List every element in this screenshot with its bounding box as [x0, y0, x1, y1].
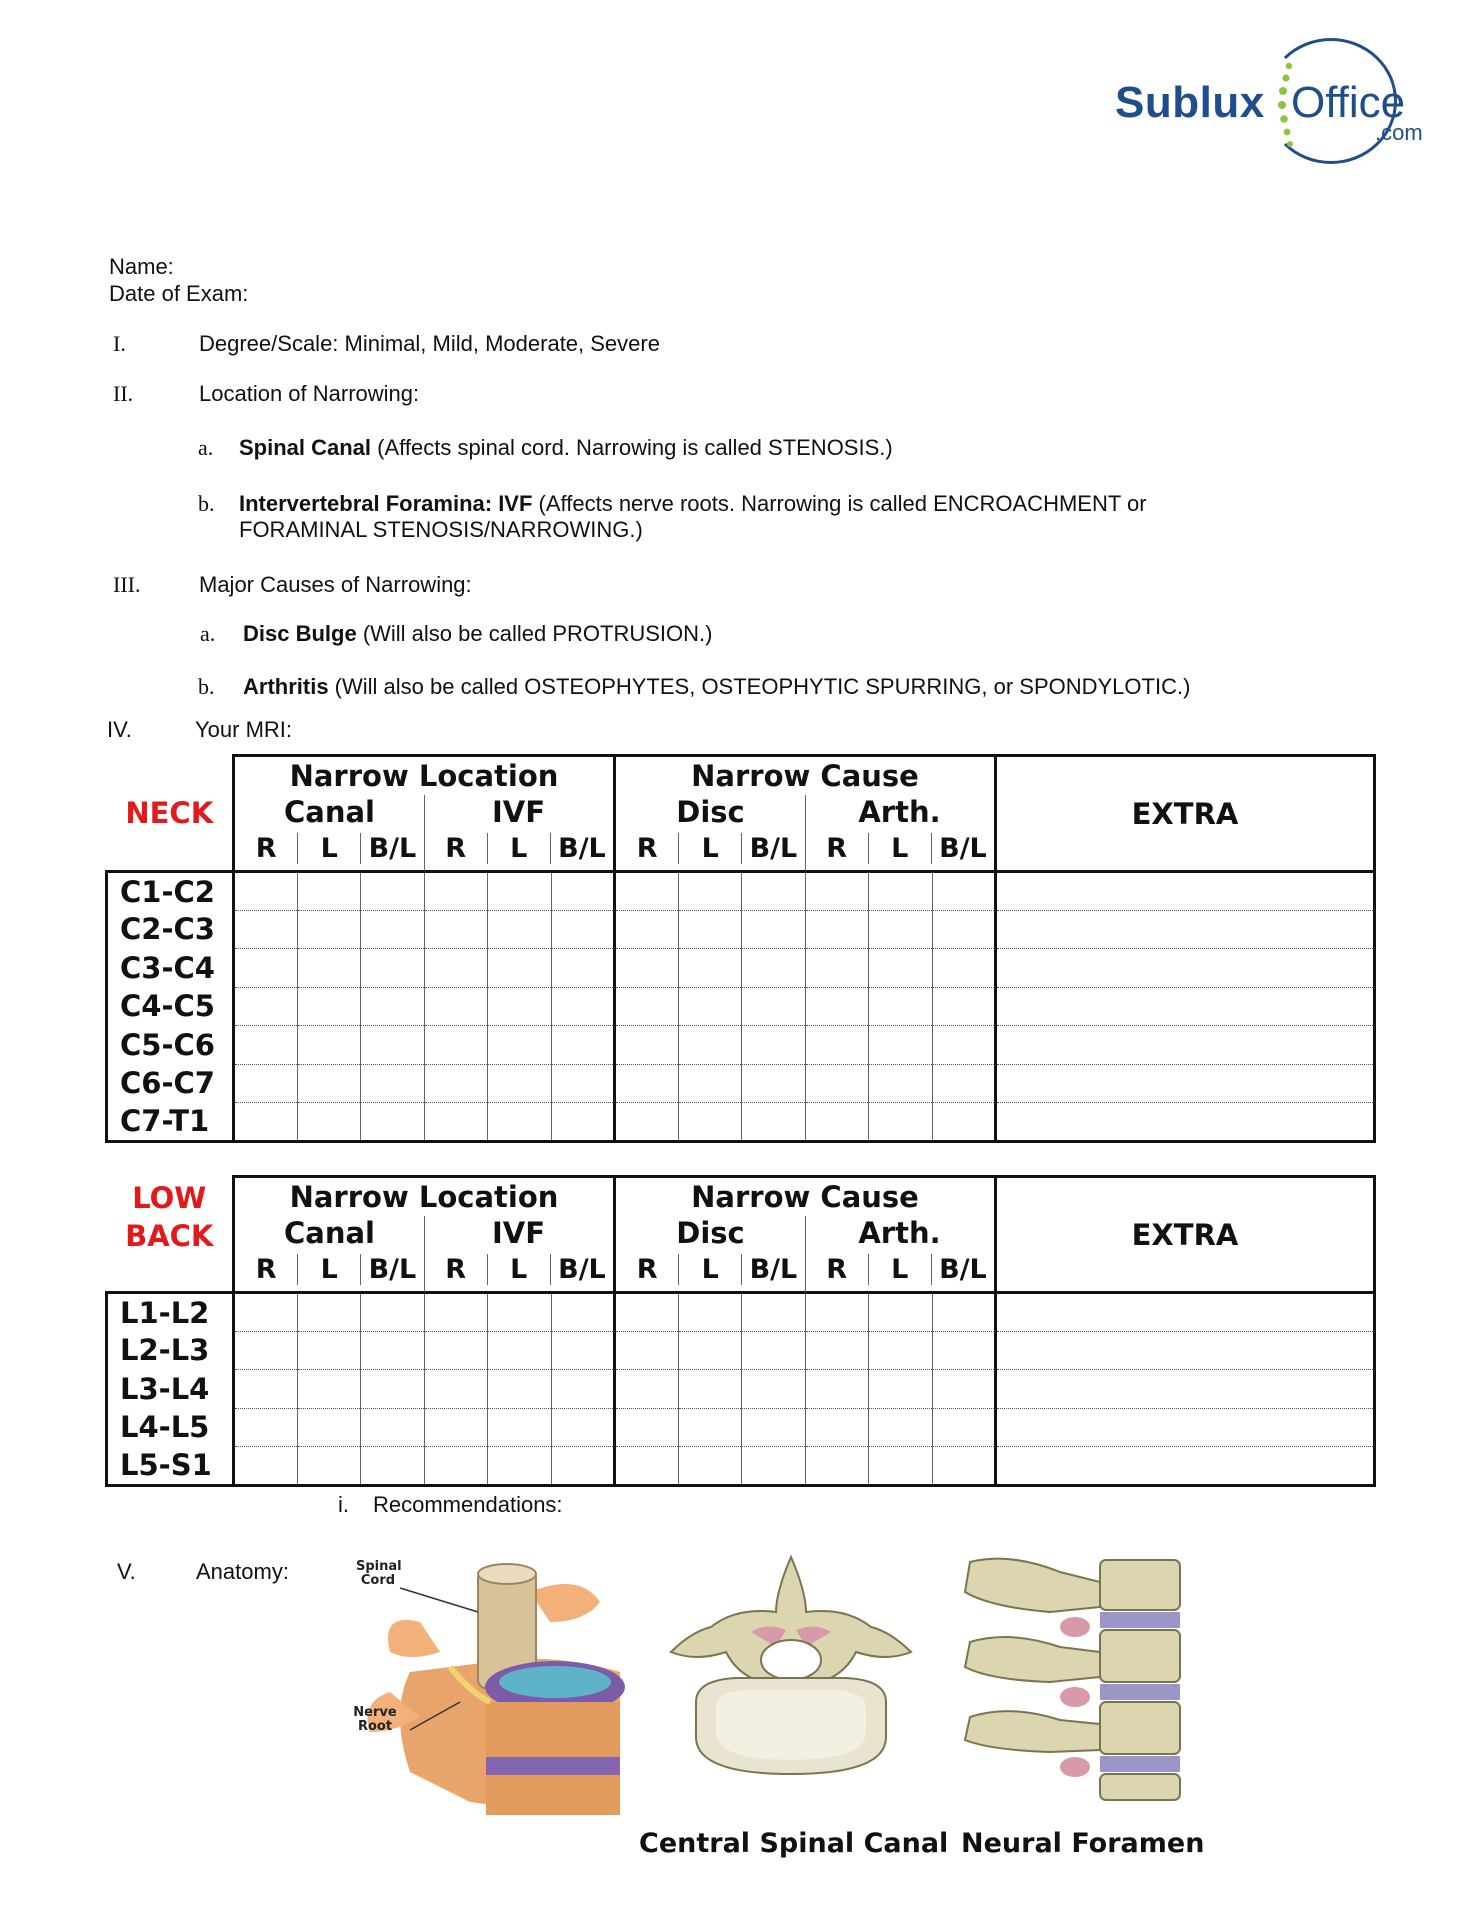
disc-bl: B/L	[742, 1254, 805, 1285]
arth-l: L	[869, 833, 932, 864]
entry-cell[interactable]	[297, 1293, 361, 1332]
spinal-cord-callout	[356, 1560, 400, 1588]
region-line-2: BACK	[125, 1218, 214, 1253]
entry-cell[interactable]	[805, 949, 869, 988]
section-2a-rest: (Affects spinal cord. Narrowing is called STENOSIS.)	[371, 435, 893, 460]
central-spinal-canal-illustration	[656, 1552, 926, 1777]
entry-cell[interactable]	[361, 1064, 425, 1103]
arth-bl: B/L	[939, 1254, 987, 1285]
section-3a-letter: a.	[200, 621, 216, 646]
section-1-text: Degree/Scale: Minimal, Mild, Moderate, Severe	[199, 331, 660, 356]
entry-cell[interactable]	[234, 1370, 298, 1409]
entry-cell[interactable]	[678, 949, 742, 988]
section-2a-bold: Spinal Canal	[239, 435, 372, 460]
entry-cell[interactable]	[297, 872, 361, 911]
entry-cell[interactable]	[551, 987, 615, 1026]
entry-cell[interactable]	[297, 1064, 361, 1103]
entry-cell[interactable]	[488, 1331, 552, 1370]
narrow-cause-title: Narrow Cause	[691, 759, 919, 793]
caption-central-spinal-canal: Central Spinal Canal	[639, 1828, 949, 1859]
extra-cell[interactable]	[996, 1447, 1375, 1486]
entry-cell[interactable]	[424, 1370, 488, 1409]
entry-cell[interactable]	[234, 910, 298, 949]
entry-cell[interactable]	[361, 872, 425, 911]
canal-l: L	[298, 833, 361, 864]
extra-cell[interactable]	[996, 1064, 1375, 1103]
entry-cell[interactable]	[615, 1408, 679, 1447]
entry-cell[interactable]	[678, 872, 742, 911]
entry-cell[interactable]	[805, 1103, 869, 1142]
extra-cell[interactable]	[996, 1103, 1375, 1142]
entry-cell[interactable]	[615, 1103, 679, 1142]
canal-bl: B/L	[361, 1254, 424, 1285]
ivf-header: IVF	[491, 1216, 546, 1250]
level-label: C4-C5	[107, 987, 234, 1026]
ivf-bl: B/L	[558, 833, 606, 864]
entry-cell[interactable]	[297, 1447, 361, 1486]
entry-cell[interactable]	[678, 1064, 742, 1103]
entry-cell[interactable]	[234, 949, 298, 988]
entry-cell[interactable]	[678, 1447, 742, 1486]
narrow-location-title: Narrow Location	[289, 1180, 559, 1214]
vertebra-top-view-image	[656, 1552, 926, 1777]
entry-cell[interactable]	[805, 1293, 869, 1332]
entry-cell[interactable]	[361, 1447, 425, 1486]
entry-cell[interactable]	[805, 1370, 869, 1409]
entry-cell[interactable]	[424, 949, 488, 988]
extra-cell[interactable]	[996, 1408, 1375, 1447]
entry-cell[interactable]	[361, 1293, 425, 1332]
entry-cell[interactable]	[615, 1447, 679, 1486]
entry-cell[interactable]	[488, 872, 552, 911]
recommendations-numeral: i.	[338, 1492, 349, 1517]
canal-r: R	[235, 833, 298, 864]
entry-cell[interactable]	[932, 949, 996, 988]
low-back-mri-table	[105, 1175, 1376, 1487]
vertebra-cord-image	[350, 1552, 630, 1824]
entry-cell[interactable]	[742, 1293, 806, 1332]
entry-cell[interactable]	[234, 1064, 298, 1103]
spinal-cord-label-2: Cord	[360, 1573, 396, 1588]
section-3b-text	[243, 673, 1190, 700]
entry-cell[interactable]	[297, 949, 361, 988]
canal-header: Canal	[283, 1216, 375, 1250]
entry-cell[interactable]	[297, 1408, 361, 1447]
entry-cell[interactable]	[932, 872, 996, 911]
entry-cell[interactable]	[932, 1331, 996, 1370]
entry-cell[interactable]	[805, 872, 869, 911]
nerve-root-label-1: Nerve	[353, 1705, 397, 1720]
section-2b-letter: b.	[198, 491, 215, 516]
entry-cell[interactable]	[361, 1331, 425, 1370]
entry-cell[interactable]	[297, 1103, 361, 1142]
ivf-r: R	[425, 1254, 488, 1285]
table-header-row	[107, 756, 1375, 872]
entry-cell[interactable]	[488, 987, 552, 1026]
entry-cell[interactable]	[615, 1026, 679, 1065]
level-label: C2-C3	[107, 910, 234, 949]
entry-cell[interactable]	[869, 1447, 933, 1486]
entry-cell[interactable]	[869, 872, 933, 911]
entry-cell[interactable]	[805, 1331, 869, 1370]
entry-cell[interactable]	[932, 1370, 996, 1409]
section-2a-text	[239, 434, 893, 461]
nerve-root-label-2: Root	[357, 1719, 393, 1734]
entry-cell[interactable]	[932, 1447, 996, 1486]
entry-cell[interactable]	[551, 1370, 615, 1409]
section-3b-bold: Arthritis	[243, 674, 329, 699]
arth-header: Arth.	[858, 1216, 941, 1250]
extra-cell[interactable]	[996, 1026, 1375, 1065]
extra-header	[996, 1177, 1375, 1293]
entry-cell[interactable]	[932, 1103, 996, 1142]
entry-cell[interactable]	[234, 1331, 298, 1370]
table-row	[107, 1408, 1375, 1447]
entry-cell[interactable]	[361, 987, 425, 1026]
level-label: C1-C2	[107, 872, 234, 911]
entry-cell[interactable]	[234, 1447, 298, 1486]
table-row	[107, 949, 1375, 988]
entry-cell[interactable]	[297, 1026, 361, 1065]
table-row	[107, 910, 1375, 949]
arth-bl: B/L	[939, 833, 987, 864]
extra-cell[interactable]	[996, 1331, 1375, 1370]
section-2-text: Location of Narrowing:	[199, 381, 420, 406]
entry-cell[interactable]	[551, 1293, 615, 1332]
entry-cell[interactable]	[424, 1293, 488, 1332]
spine-side-view-image	[950, 1552, 1190, 1802]
section-3-numeral: III.	[113, 572, 141, 597]
entry-cell[interactable]	[869, 1103, 933, 1142]
entry-cell[interactable]	[488, 1293, 552, 1332]
entry-cell[interactable]	[805, 910, 869, 949]
low-back-table-body	[107, 1293, 1375, 1486]
entry-cell[interactable]	[424, 1064, 488, 1103]
entry-cell[interactable]	[234, 1103, 298, 1142]
spinal-cord-illustration	[350, 1552, 630, 1824]
entry-cell[interactable]	[488, 1447, 552, 1486]
extra-header-label: EXTRA	[1131, 796, 1239, 831]
entry-cell[interactable]	[488, 1370, 552, 1409]
entry-cell[interactable]	[869, 1331, 933, 1370]
canal-r: R	[235, 1254, 298, 1285]
extra-cell[interactable]	[996, 987, 1375, 1026]
caption-neural-foramen: Neural Foramen	[961, 1828, 1205, 1859]
section-3a-rest: (Will also be called PROTRUSION.)	[356, 621, 713, 646]
disc-r: R	[616, 833, 679, 864]
entry-cell[interactable]	[424, 1331, 488, 1370]
level-label: C6-C7	[107, 1064, 234, 1103]
entry-cell[interactable]	[424, 1103, 488, 1142]
extra-cell[interactable]	[996, 949, 1375, 988]
entry-cell[interactable]	[678, 910, 742, 949]
entry-cell[interactable]	[869, 987, 933, 1026]
neck-mri-table	[105, 754, 1376, 1143]
date-of-exam-label: Date of Exam:	[109, 281, 249, 306]
entry-cell[interactable]	[805, 1064, 869, 1103]
section-5-text: Anatomy:	[196, 1559, 289, 1584]
table-row	[107, 987, 1375, 1026]
entry-cell[interactable]	[678, 1408, 742, 1447]
entry-cell[interactable]	[615, 1293, 679, 1332]
sublux-office-logo	[1115, 38, 1445, 168]
entry-cell[interactable]	[551, 1103, 615, 1142]
entry-cell[interactable]	[869, 1064, 933, 1103]
level-label: C3-C4	[107, 949, 234, 988]
entry-cell[interactable]	[869, 1026, 933, 1065]
entry-cell[interactable]	[742, 872, 806, 911]
extra-cell[interactable]	[996, 910, 1375, 949]
section-2b-bold: Intervertebral Foramina: IVF	[239, 491, 533, 516]
entry-cell[interactable]	[932, 1026, 996, 1065]
entry-cell[interactable]	[742, 1331, 806, 1370]
ivf-bl: B/L	[558, 1254, 606, 1285]
entry-cell[interactable]	[297, 1331, 361, 1370]
entry-cell[interactable]	[361, 949, 425, 988]
narrow-cause-header	[615, 1177, 996, 1293]
extra-cell[interactable]	[996, 1293, 1375, 1332]
entry-cell[interactable]	[234, 1293, 298, 1332]
extra-cell[interactable]	[996, 1370, 1375, 1409]
entry-cell[interactable]	[932, 910, 996, 949]
entry-cell[interactable]	[424, 1026, 488, 1065]
table-row	[107, 1026, 1375, 1065]
entry-cell[interactable]	[932, 1064, 996, 1103]
section-2a-letter: a.	[198, 435, 214, 460]
entry-cell[interactable]	[615, 910, 679, 949]
extra-header-label: EXTRA	[1131, 1217, 1239, 1252]
narrow-cause-title: Narrow Cause	[691, 1180, 919, 1214]
entry-cell[interactable]	[678, 987, 742, 1026]
entry-cell[interactable]	[805, 987, 869, 1026]
table-row	[107, 872, 1375, 911]
arth-r: R	[806, 1254, 869, 1285]
entry-cell[interactable]	[678, 1370, 742, 1409]
entry-cell[interactable]	[488, 1026, 552, 1065]
logo-word-office: Office	[1291, 78, 1406, 127]
entry-cell[interactable]	[234, 1408, 298, 1447]
arth-r: R	[806, 833, 869, 864]
logo-word-com: .com	[1375, 120, 1423, 145]
narrow-location-title: Narrow Location	[289, 759, 559, 793]
entry-cell[interactable]	[361, 910, 425, 949]
section-3-text: Major Causes of Narrowing:	[199, 572, 472, 597]
region-label	[107, 1177, 234, 1293]
level-label: C5-C6	[107, 1026, 234, 1065]
entry-cell[interactable]	[805, 1408, 869, 1447]
narrow-cause-header	[615, 756, 996, 872]
entry-cell[interactable]	[488, 1103, 552, 1142]
entry-cell[interactable]	[932, 1408, 996, 1447]
section-3b-letter: b.	[198, 674, 215, 699]
entry-cell[interactable]	[615, 1064, 679, 1103]
arth-header: Arth.	[858, 795, 941, 829]
table-row	[107, 1370, 1375, 1409]
disc-header: Disc	[676, 1216, 745, 1250]
section-2-numeral: II.	[113, 381, 134, 406]
entry-cell[interactable]	[488, 910, 552, 949]
level-label: C7-T1	[107, 1103, 234, 1142]
entry-cell[interactable]	[615, 1370, 679, 1409]
canal-header: Canal	[283, 795, 375, 829]
entry-cell[interactable]	[551, 1408, 615, 1447]
disc-l: L	[679, 833, 742, 864]
entry-cell[interactable]	[742, 1103, 806, 1142]
entry-cell[interactable]	[361, 1103, 425, 1142]
section-2b-text-line2: FORAMINAL STENOSIS/NARROWING.)	[239, 517, 643, 542]
entry-cell[interactable]	[488, 1064, 552, 1103]
ivf-r: R	[425, 833, 488, 864]
entry-cell[interactable]	[805, 1026, 869, 1065]
entry-cell[interactable]	[551, 872, 615, 911]
entry-cell[interactable]	[742, 987, 806, 1026]
entry-cell[interactable]	[615, 1331, 679, 1370]
name-label: Name:	[109, 254, 174, 279]
table-header-row	[107, 1177, 1375, 1293]
entry-cell[interactable]	[615, 872, 679, 911]
canal-l: L	[298, 1254, 361, 1285]
level-label: L2-L3	[107, 1331, 234, 1370]
entry-cell[interactable]	[932, 987, 996, 1026]
entry-cell[interactable]	[742, 1370, 806, 1409]
logo-word-sublux: Sublux	[1115, 78, 1265, 127]
neural-foramen-illustration	[950, 1552, 1190, 1802]
narrow-location-header	[234, 756, 615, 872]
arth-l: L	[869, 1254, 932, 1285]
entry-cell[interactable]	[742, 949, 806, 988]
section-3a-bold: Disc Bulge	[243, 621, 357, 646]
entry-cell[interactable]	[361, 1370, 425, 1409]
entry-cell[interactable]	[551, 1331, 615, 1370]
level-label: L1-L2	[107, 1293, 234, 1332]
table-row	[107, 1293, 1375, 1332]
region-label	[107, 756, 234, 872]
table-row	[107, 1447, 1375, 1486]
entry-cell[interactable]	[551, 1026, 615, 1065]
section-2b-rest: (Affects nerve roots. Narrowing is called ENCROACHMENT or	[532, 491, 1147, 516]
entry-cell[interactable]	[488, 1408, 552, 1447]
extra-header	[996, 756, 1375, 872]
entry-cell[interactable]	[932, 1293, 996, 1332]
entry-cell[interactable]	[551, 1064, 615, 1103]
section-2b-text	[239, 490, 1147, 517]
ivf-l: L	[488, 1254, 551, 1285]
entry-cell[interactable]	[869, 1293, 933, 1332]
region-line-1: LOW	[132, 1180, 207, 1215]
disc-header: Disc	[676, 795, 745, 829]
entry-cell[interactable]	[488, 949, 552, 988]
entry-cell[interactable]	[424, 987, 488, 1026]
entry-cell[interactable]	[869, 910, 933, 949]
entry-cell[interactable]	[424, 910, 488, 949]
entry-cell[interactable]	[742, 910, 806, 949]
entry-cell[interactable]	[424, 1408, 488, 1447]
entry-cell[interactable]	[678, 1331, 742, 1370]
neck-table-body	[107, 872, 1375, 1142]
entry-cell[interactable]	[551, 1447, 615, 1486]
nerve-root-callout	[350, 1706, 400, 1734]
entry-cell[interactable]	[869, 1370, 933, 1409]
section-4-text: Your MRI:	[195, 717, 293, 742]
entry-cell[interactable]	[678, 1103, 742, 1142]
entry-cell[interactable]	[742, 1064, 806, 1103]
entry-cell[interactable]	[234, 1026, 298, 1065]
table-row	[107, 1103, 1375, 1142]
entry-cell[interactable]	[805, 1447, 869, 1486]
entry-cell[interactable]	[234, 987, 298, 1026]
section-4-numeral: IV.	[107, 717, 132, 742]
entry-cell[interactable]	[234, 872, 298, 911]
section-3b-rest: (Will also be called OSTEOPHYTES, OSTEOPHYTIC SPURRING, or SPONDYLOTIC.)	[328, 674, 1191, 699]
ivf-l: L	[488, 833, 551, 864]
extra-cell[interactable]	[996, 872, 1375, 911]
canal-bl: B/L	[361, 833, 424, 864]
level-label: L5-S1	[107, 1447, 234, 1486]
entry-cell[interactable]	[869, 949, 933, 988]
disc-r: R	[616, 1254, 679, 1285]
narrow-location-header	[234, 1177, 615, 1293]
entry-cell[interactable]	[678, 1026, 742, 1065]
entry-cell[interactable]	[615, 987, 679, 1026]
entry-cell[interactable]	[742, 1408, 806, 1447]
level-label: L4-L5	[107, 1408, 234, 1447]
level-label: L3-L4	[107, 1370, 234, 1409]
entry-cell[interactable]	[869, 1408, 933, 1447]
section-1-numeral: I.	[113, 331, 126, 356]
section-3a-text	[243, 620, 712, 647]
entry-cell[interactable]	[424, 1447, 488, 1486]
entry-cell[interactable]	[361, 1026, 425, 1065]
spinal-cord-label-1: Spinal	[356, 1559, 402, 1574]
table-row	[107, 1064, 1375, 1103]
entry-cell[interactable]	[678, 1293, 742, 1332]
entry-cell[interactable]	[297, 1370, 361, 1409]
region-line-1: NECK	[125, 795, 214, 830]
entry-cell[interactable]	[361, 1408, 425, 1447]
entry-cell[interactable]	[297, 987, 361, 1026]
entry-cell[interactable]	[551, 910, 615, 949]
entry-cell[interactable]	[551, 949, 615, 988]
entry-cell[interactable]	[742, 1447, 806, 1486]
disc-l: L	[679, 1254, 742, 1285]
entry-cell[interactable]	[424, 872, 488, 911]
table-row	[107, 1331, 1375, 1370]
entry-cell[interactable]	[742, 1026, 806, 1065]
recommendations-label: Recommendations:	[373, 1492, 563, 1517]
ivf-header: IVF	[491, 795, 546, 829]
disc-bl: B/L	[742, 833, 805, 864]
section-5-numeral: V.	[117, 1559, 136, 1584]
entry-cell[interactable]	[615, 949, 679, 988]
entry-cell[interactable]	[297, 910, 361, 949]
